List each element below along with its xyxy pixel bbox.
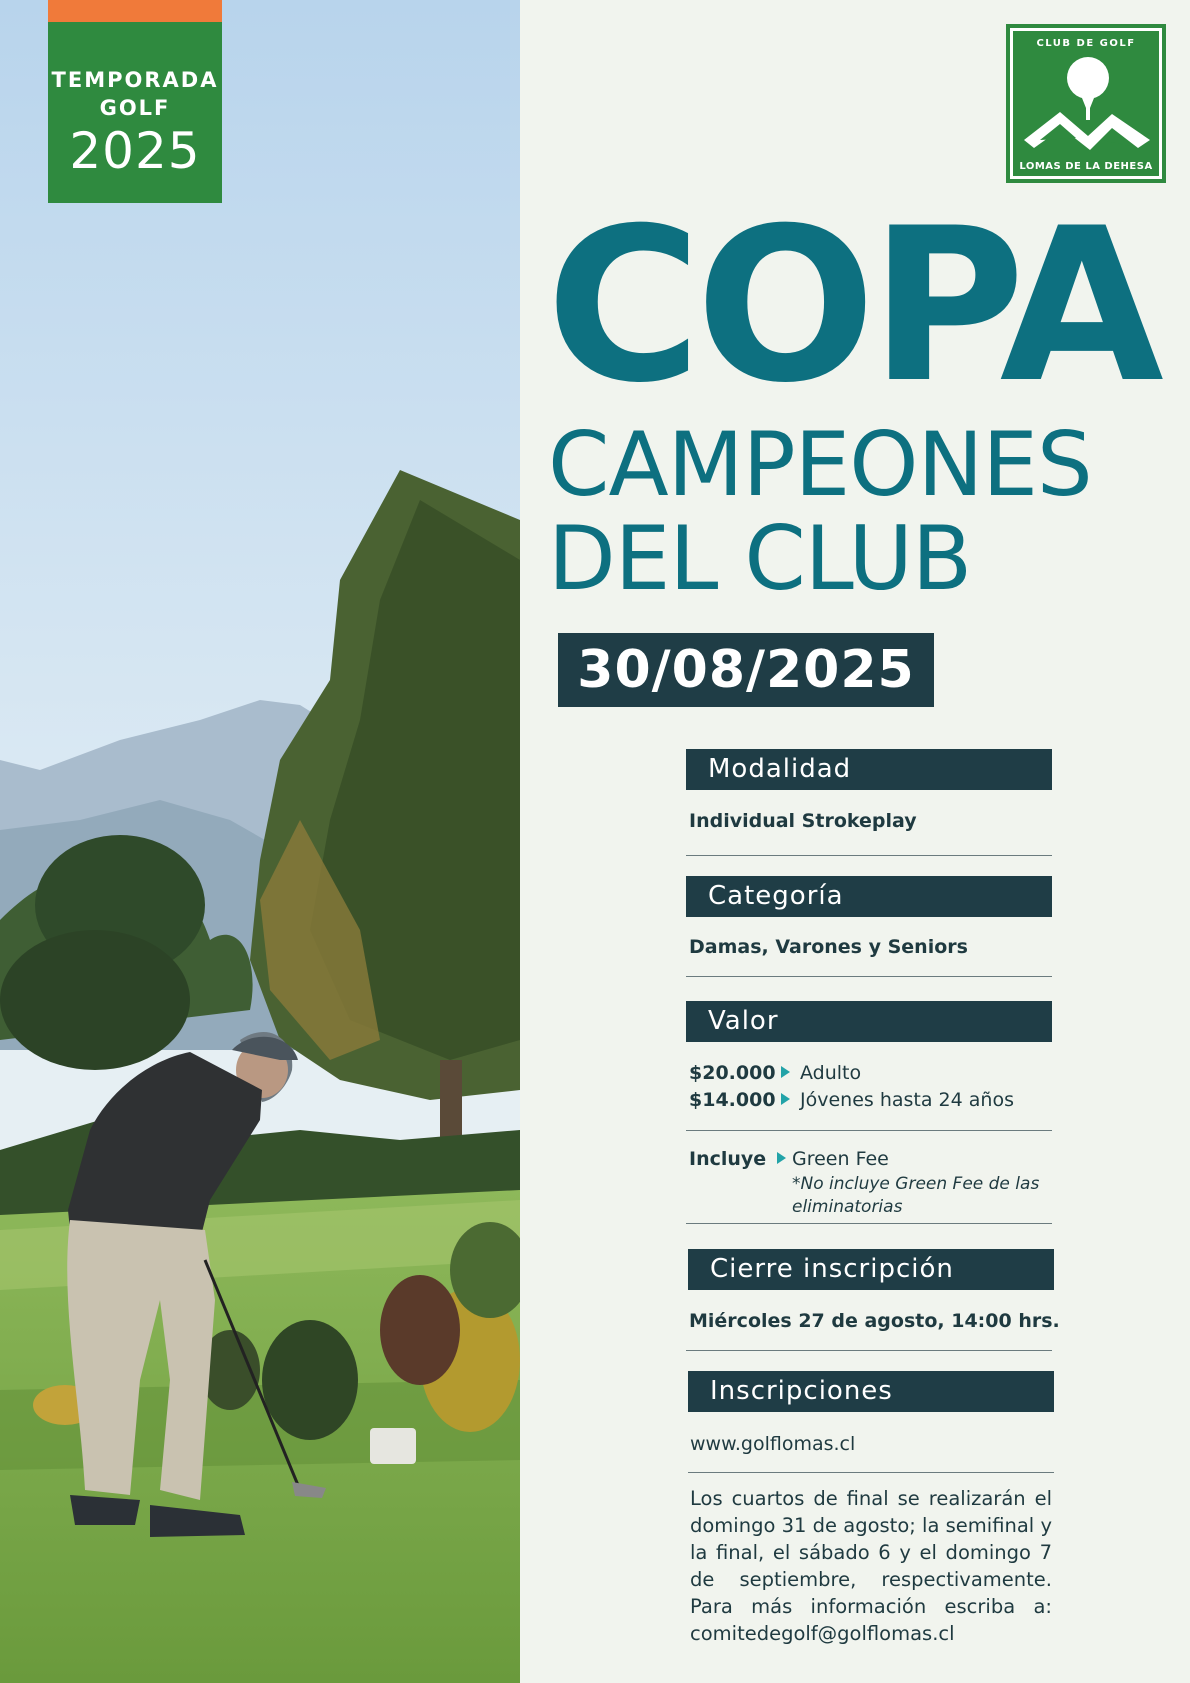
price-amount: $14.000 (689, 1089, 776, 1111)
incluye-row (689, 1148, 889, 1170)
club-logo (1008, 26, 1164, 181)
golf-photo (0, 0, 520, 1683)
arrow-right-icon (777, 1152, 786, 1164)
website-link[interactable]: www.golflomas.cl (690, 1433, 856, 1455)
heading-valor: Valor (686, 1001, 1052, 1042)
arrow-right-icon (781, 1093, 790, 1105)
logo-top-text: CLUB DE GOLF (1036, 38, 1136, 49)
golf-ball-tee-icon (1010, 28, 1166, 183)
paragraph-text: Los cuartos de final se realizarán el domingo 31 de agosto; la semifinal y la final, el sábado 6 y el domingo 7 de septiembre, respectivamente. Para más información escriba a: (690, 1487, 1052, 1618)
heading-inscripciones: Inscripciones (688, 1371, 1054, 1412)
badge-body (48, 22, 222, 203)
email-link[interactable]: comitedegolf@golflomas.cl (690, 1622, 955, 1645)
incluye-label: Incluye (689, 1148, 767, 1170)
categoria-value: Damas, Varones y Seniors (689, 936, 968, 958)
divider (686, 1223, 1052, 1224)
divider (686, 855, 1052, 856)
price-row-adulto (689, 1062, 861, 1084)
title-campeones: CAMPEONES (548, 413, 1092, 516)
event-date: 30/08/2025 (558, 633, 934, 707)
title-copa: COPA (546, 182, 1158, 429)
note-line: eliminatorias (792, 1197, 903, 1217)
divider (686, 1350, 1052, 1351)
badge-line-temporada: TEMPORADA (51, 68, 219, 92)
info-paragraph (690, 1485, 1052, 1647)
logo-bottom-text: LOMAS DE LA DEHESA (1019, 161, 1153, 172)
price-label: Jóvenes hasta 24 años (800, 1089, 1014, 1111)
divider (688, 1472, 1054, 1473)
title-del-club: DEL CLUB (548, 507, 972, 610)
badge-accent-bar (48, 0, 222, 22)
incluye-note (792, 1173, 1039, 1219)
incluye-value: Green Fee (792, 1148, 889, 1170)
divider (686, 976, 1052, 977)
badge-line-golf: GOLF (99, 96, 171, 120)
price-row-jovenes (689, 1089, 1014, 1111)
season-badge (48, 0, 222, 203)
price-label: Adulto (800, 1062, 862, 1084)
divider (686, 1130, 1052, 1131)
title-subtitle (548, 413, 1092, 610)
modalidad-value: Individual Strokeplay (689, 810, 917, 832)
cierre-value: Miércoles 27 de agosto, 14:00 hrs. (689, 1310, 1060, 1332)
heading-modalidad: Modalidad (686, 749, 1052, 790)
heading-categoria: Categoría (686, 876, 1052, 917)
heading-cierre: Cierre inscripción (688, 1249, 1054, 1290)
note-line: *No incluye Green Fee de las (792, 1174, 1040, 1194)
arrow-right-icon (781, 1066, 790, 1078)
price-amount: $20.000 (689, 1062, 776, 1084)
badge-year: 2025 (69, 122, 201, 180)
